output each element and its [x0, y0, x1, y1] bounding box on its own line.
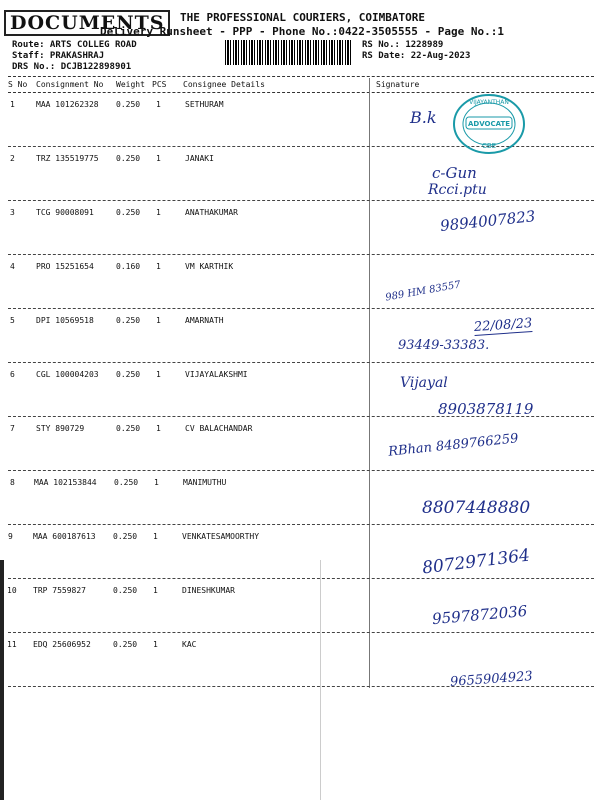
row-weight: 0.250	[116, 316, 141, 325]
signature-row-11: 9655904923	[449, 669, 534, 690]
row-sno: 10	[7, 586, 17, 595]
signature-row-1: B.k	[410, 108, 437, 127]
row-pcs: 1	[156, 424, 161, 433]
row-consignee: JANAKI	[185, 154, 214, 163]
row-pcs: 1	[156, 316, 161, 325]
row-pcs: 1	[154, 478, 159, 487]
scan-line	[320, 560, 321, 800]
row-weight: 0.250	[116, 208, 141, 217]
row-consignment: DPI 10569518	[36, 316, 94, 325]
row-consignment: EDQ 25606952	[33, 640, 91, 649]
seal-top-text: VIJAYANTHAN	[469, 99, 509, 106]
advocate-seal	[452, 93, 526, 155]
row-consignment: CGL 100004203	[36, 370, 99, 379]
row-consignee: DINESHKUMAR	[182, 586, 235, 595]
row-weight: 0.250	[116, 370, 141, 379]
col-weight: Weight	[116, 80, 145, 89]
row-consignment: STY 890729	[36, 424, 85, 433]
col-sno: S No	[8, 80, 28, 89]
signature-row-6-phone: 8903878119	[438, 400, 534, 418]
signature-row-2-note: Rcci.ptu	[428, 182, 487, 198]
signature-row-2: c-Gun	[432, 164, 477, 182]
row-consignment: PRO 15251654	[36, 262, 94, 271]
row-sno: 1	[10, 100, 15, 109]
col-consignment: Consignment No	[36, 80, 104, 89]
col-signature: Signature	[376, 80, 420, 89]
row-consignment: TRZ 135519775	[36, 154, 99, 163]
header-rule-top	[8, 76, 594, 77]
rs-number: RS No.: 1228989	[362, 40, 444, 50]
row-consignee: CV BALACHANDAR	[185, 424, 253, 433]
seal-middle-text: ADVOCATE	[467, 120, 511, 128]
route-text: Route: ARTS COLLEG ROAD	[12, 40, 137, 50]
row-pcs: 1	[153, 532, 158, 541]
seal-bottom-text: CBE	[481, 142, 497, 150]
row-sno: 4	[10, 262, 15, 271]
row-consignee: AMARNATH	[185, 316, 224, 325]
row-consignee: VIJAYALAKSHMI	[185, 370, 248, 379]
signature-row-7: RBhan 8489766259	[387, 431, 520, 460]
signature-row-10: 9597872036	[431, 601, 529, 629]
documents-stamp: DOCUMENTS	[4, 10, 170, 36]
row-consignee: SETHURAM	[185, 100, 224, 109]
rs-date: RS Date: 22-Aug-2023	[362, 51, 471, 61]
row-pcs: 1	[153, 586, 158, 595]
row-sno: 2	[10, 154, 15, 163]
signature-row-6: Vijayal	[400, 375, 448, 391]
scan-edge	[0, 560, 4, 800]
row-sno: 9	[8, 532, 13, 541]
staff-text: Staff: PRAKASHRAJ	[12, 51, 105, 61]
row-consignee: VM KARTHIK	[185, 262, 234, 271]
row-consignee: VENKATESAMOORTHY	[182, 532, 260, 541]
row-consignee: ANATHAKUMAR	[185, 208, 238, 217]
signature-row-5-phone: 93449-33383.	[398, 338, 490, 353]
row-weight: 0.250	[116, 100, 141, 109]
signature-row-3: 9894007823	[439, 207, 537, 235]
row-consignee: KAC	[182, 640, 197, 649]
table-row	[0, 147, 600, 201]
company-title: THE PROFESSIONAL COURIERS, COIMBATORE	[180, 11, 426, 24]
row-pcs: 1	[156, 100, 161, 109]
row-consignment: TRP 7559827	[33, 586, 86, 595]
row-consignment: TCG 90008091	[36, 208, 94, 217]
row-weight: 0.250	[113, 640, 138, 649]
row-weight: 0.250	[116, 424, 141, 433]
signature-row-4: 989 HM 83557	[384, 279, 462, 304]
table-row	[0, 255, 600, 309]
row-consignee: MANIMUTHU	[183, 478, 227, 487]
signature-row-5-date: 22/08/23	[473, 315, 533, 336]
row-pcs: 1	[156, 208, 161, 217]
row-pcs: 1	[156, 262, 161, 271]
row-sno: 3	[10, 208, 15, 217]
row-consignment: MAA 600187613	[33, 532, 96, 541]
row-weight: 0.250	[113, 586, 138, 595]
drs-number: DRS No.: DCJB122898901	[12, 62, 132, 72]
row-sno: 8	[10, 478, 15, 487]
row-weight: 0.250	[113, 532, 138, 541]
row-weight: 0.160	[116, 262, 141, 271]
runsheet-subtitle: Delivery Runsheet - PPP - Phone No.:0422-3505555 - Page No.:1	[100, 25, 504, 38]
row-weight: 0.250	[116, 154, 141, 163]
row-sno: 7	[10, 424, 15, 433]
signature-row-9: 8072971364	[421, 545, 531, 579]
row-sno: 6	[10, 370, 15, 379]
row-sno: 5	[10, 316, 15, 325]
row-consignment: MAA 101262328	[36, 100, 99, 109]
row-pcs: 1	[156, 370, 161, 379]
row-pcs: 1	[156, 154, 161, 163]
row-weight: 0.250	[114, 478, 139, 487]
col-pcs: PCS	[152, 80, 167, 89]
signature-row-8: 8807448880	[422, 498, 531, 518]
row-separator	[8, 686, 594, 687]
col-consignee: Consignee Details	[183, 80, 265, 89]
row-sno: 11	[7, 640, 17, 649]
barcode	[225, 40, 353, 65]
row-pcs: 1	[153, 640, 158, 649]
row-consignment: MAA 102153844	[34, 478, 97, 487]
